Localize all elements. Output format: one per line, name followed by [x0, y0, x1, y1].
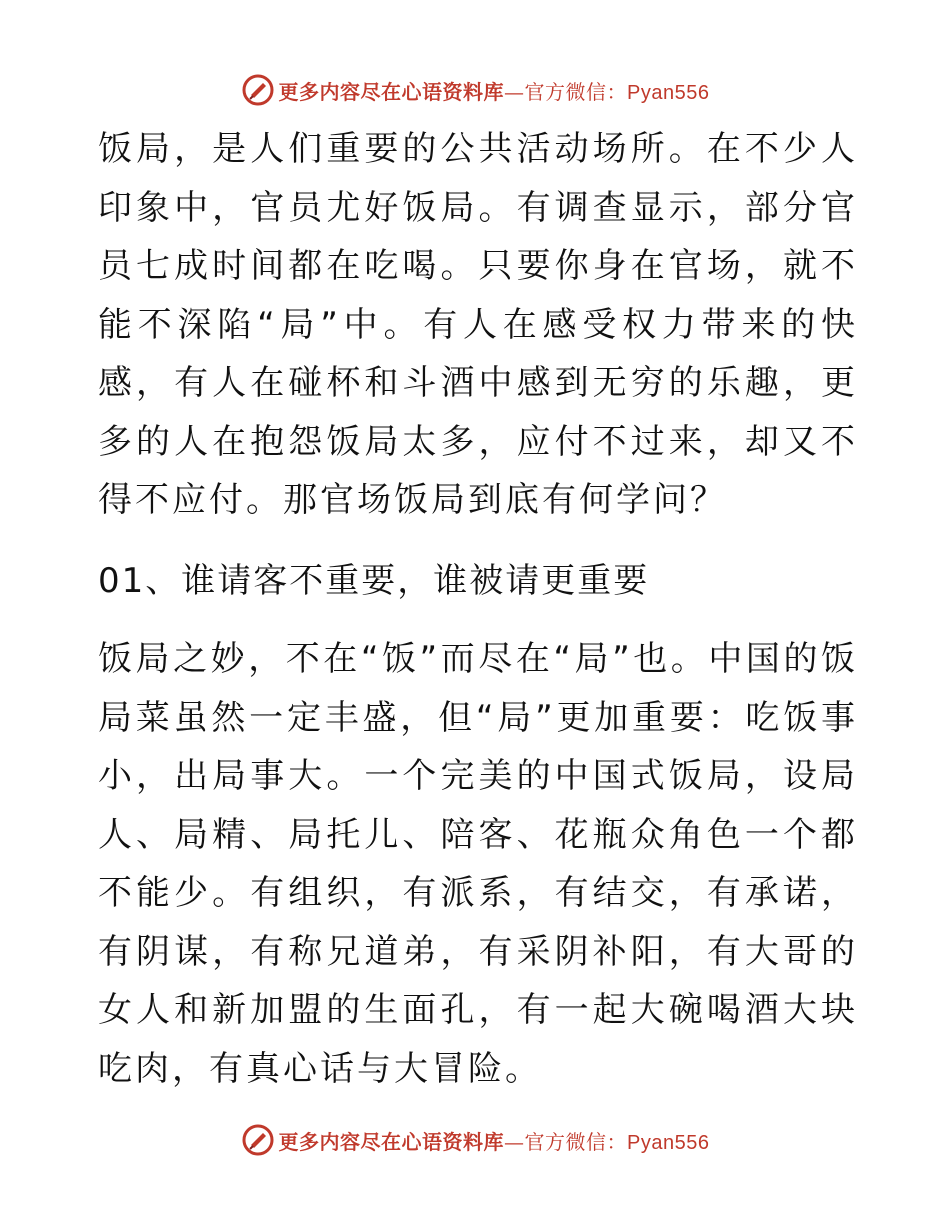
banner-dash: —: [504, 79, 525, 104]
footer-banner: [0, 1120, 950, 1160]
banner-text: [279, 1126, 710, 1155]
banner-wechat-label: 官方微信：: [524, 1129, 628, 1154]
banner-brand: 更多内容尽在心语资料库: [278, 1129, 505, 1154]
section-heading-01: 01、谁请客不重要，谁被请更重要: [98, 560, 650, 601]
banner-brand: 更多内容尽在心语资料库: [278, 79, 505, 104]
article-body: [98, 120, 858, 1098]
banner-wechat-id: Pyan556: [627, 81, 710, 104]
article-paragraph-2: 饭局之妙，不在“饭”而尽在“局”也。中国的饭局菜虽然一定丰盛，但“局”更加重要：吃饭事小，出局事大。一个完美的中国式饭局，设局人、局精、局托儿、陪客、花瓶众角色一个都不能少。有组织，有派系，有结交，有承诺，有阴谋，有称兄道弟，有采阴补阳，有大哥的女人和新加盟的生面孔，有一起大碗喝酒大块吃肉，有真心话与大冒险。: [98, 639, 858, 1089]
banner-text: [279, 76, 710, 105]
banner-wechat-id: Pyan556: [627, 1131, 710, 1154]
brand-logo-icon: [241, 1123, 275, 1157]
banner-wechat-label: 官方微信：: [524, 79, 628, 104]
header-banner: [0, 70, 950, 110]
brand-logo-icon: [241, 73, 275, 107]
banner-dash: —: [504, 1129, 525, 1154]
article-paragraph-1: 饭局，是人们重要的公共活动场所。在不少人印象中，官员尤好饭局。有调查显示，部分官员七成时间都在吃喝。只要你身在官场，就不能不深陷“局”中。有人在感受权力带来的快感，有人在碰杯和斗酒中感到无穷的乐趣，更多的人在抱怨饭局太多，应付不过来，却又不得不应付。那官场饭局到底有何学问？: [98, 129, 858, 520]
